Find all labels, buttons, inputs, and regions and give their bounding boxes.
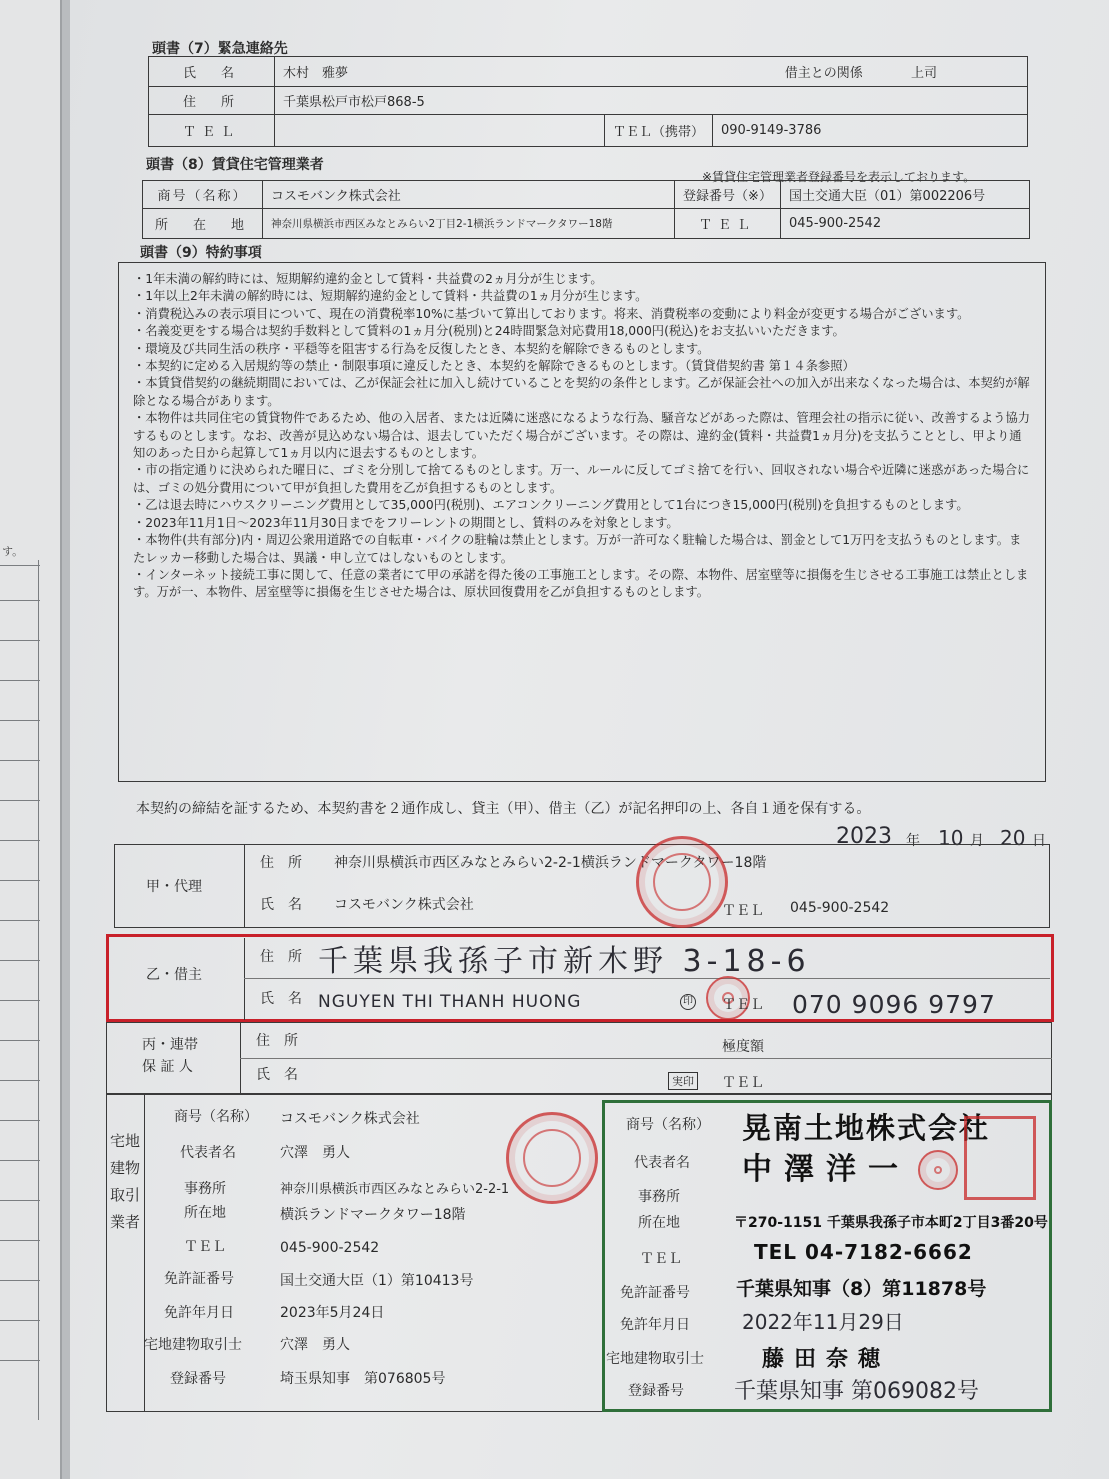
broker-right-label: 所在地	[638, 1215, 680, 1231]
kou-name: コスモバンク株式会社	[334, 897, 474, 913]
tel8-value: 045-900-2542	[781, 209, 1030, 239]
term-item: ・市の指定通りに決められた曜日に、ゴミを分別して捨てるものとします。万一、ルールに反してゴミ捨てを行い、回収されない場合や近隣に迷惑があった場合には、ゴミの処分費用について甲が負担した費用を乙が負担するものとします。	[133, 463, 1030, 495]
date-day-label: 日	[1032, 833, 1046, 849]
otsu-address: 千葉県我孫子市新木野 3-18-6	[318, 944, 811, 979]
date-day: 20	[1000, 826, 1026, 850]
company-label: 商号（名称）	[143, 181, 263, 209]
hei-limit-label: 極度額	[722, 1039, 764, 1055]
broker-right-label: 免許証番号	[620, 1285, 690, 1301]
date-month-label: 月	[970, 833, 984, 849]
kou-address-label: 住 所	[260, 855, 302, 871]
tel-label: ＴＥＬ	[149, 115, 275, 147]
section9-title: 頭書（9）特約事項	[140, 245, 262, 261]
broker-left-label: 所在地	[184, 1205, 226, 1221]
date-month: 10	[938, 826, 964, 850]
broker-right-rep-stamp	[918, 1150, 958, 1190]
broker-right-value: 中澤洋一	[742, 1152, 910, 1187]
special-terms-box	[118, 262, 1046, 782]
broker-right-label: 事務所	[638, 1189, 680, 1205]
relation-value: 上司	[910, 66, 937, 81]
broker-side-label: 宅地建物取引業者	[110, 1132, 141, 1231]
broker-right-value: TEL 04-7182-6662	[754, 1240, 973, 1264]
broker-left-value: 穴澤 勇人	[280, 1337, 350, 1353]
broker-left-value: 横浜ランドマークタワー18階	[280, 1207, 466, 1223]
conclusion-text: 本契約の締結を証するため、本契約書を２通作成し、貸主（甲）、借主（乙）が記名押印の上、各自１通を保有する。	[136, 801, 871, 817]
broker-right-label: 商号（名称）	[626, 1117, 710, 1133]
term-item: ・本契約に定める入居規約等の禁止・制限事項に違反したとき、本契約を解除できるものとします。（賃貸借契約書 第１４条参照）	[133, 359, 855, 374]
broker-left-value: 2023年5月24日	[280, 1305, 385, 1321]
broker-right-label: 代表者名	[634, 1155, 690, 1171]
broker-left-label: 登録番号	[170, 1371, 226, 1387]
kou-address: 神奈川県横浜市西区みなとみらい2-2-1横浜ランドマークタワー18階	[334, 855, 767, 871]
date-year: 2023	[836, 824, 892, 849]
date-year-label: 年	[906, 833, 920, 849]
reg-value: 国土交通大臣（01）第002206号	[781, 181, 1030, 209]
otsu-name: NGUYEN THI THANH HUONG	[318, 992, 582, 1012]
management-company-table	[142, 180, 1030, 239]
broker-right-label: ＴＥＬ	[640, 1251, 682, 1267]
term-item: ・2023年11月1日～2023年11月30日までをフリーレントの期間とし、賃料のみを対象とします。	[133, 515, 679, 530]
hei-address-label: 住 所	[256, 1033, 298, 1049]
term-item: ・1年未満の解約時には、短期解約違約金として賃料・共益費の2ヵ月分が生じます。	[133, 272, 603, 286]
otsu-address-label: 住 所	[260, 949, 302, 965]
broker-right-label: 登録番号	[628, 1383, 684, 1399]
otsu-name-label: 氏 名	[260, 991, 302, 1007]
broker-right-value: 千葉県知事 第069082号	[734, 1379, 979, 1404]
broker-left-seal-stamp	[506, 1112, 598, 1204]
broker-left-value: 埼玉県知事 第076805号	[280, 1371, 446, 1387]
mobile-label: ＴＥＬ（携帯）	[605, 115, 713, 147]
broker-right-value: 晃南土地株式会社	[742, 1111, 991, 1145]
party-hei-label2: 保 証 人	[142, 1059, 193, 1075]
broker-right-value: 千葉県知事（8）第11878号	[736, 1278, 987, 1300]
broker-left-value: 穴澤 勇人	[280, 1145, 350, 1161]
broker-left-value: コスモバンク株式会社	[280, 1111, 420, 1127]
location-label: 所 在 地	[143, 209, 263, 239]
broker-left-label: 商号（名称）	[174, 1109, 258, 1125]
term-item: ・環境及び共同生活の秩序・平穏等を阻害する行為を反復したとき、本契約を解除できるものとします。	[133, 341, 710, 356]
hei-seal-label: 実印	[668, 1072, 698, 1090]
broker-left-value: 神奈川県横浜市西区みなとみらい2-2-1	[280, 1182, 510, 1197]
tel8-label: ＴＥＬ	[675, 209, 781, 239]
broker-left-label: 宅地建物取引士	[144, 1337, 242, 1353]
broker-right-value: 2022年11月29日	[742, 1310, 904, 1334]
mobile-value: 090-9149-3786	[713, 115, 1028, 147]
broker-right-value: 〒270-1151 千葉県我孫子市本町2丁目3番20号	[734, 1215, 1048, 1231]
term-item: ・本物件は共同住宅の賃貸物件であるため、他の入居者、または近隣に迷惑になるような行為、騒音などがあった際は、管理会社の指示に従い、改善するよう協力するものとします。なお、改善が見込めない場合は、退去していただく場合がございます。その際は、違約金(賃料・共益費1ヵ月分)を支払うこととし、甲より通知のあった日から起算して1ヵ月以内に退去するものとします。	[133, 411, 1031, 461]
broker-left-label: 免許年月日	[164, 1305, 234, 1321]
name-label: 氏 名	[149, 57, 275, 87]
term-item: ・本賃貸借契約の継続期間においては、乙が保証会社に加入し続けていることを契約の条件とします。乙が保証会社への加入が出来なくなった場合は、本契約が解除となる場合があります。	[133, 376, 1030, 408]
term-item: ・本物件(共有部分)内・周辺公衆用道路での自転車・バイクの駐輪は禁止とします。万が一許可なく駐輪した場合は、罰金として1万円を支払うものとします。またレッカー移動した場合は、異議・申し立てはしないものとします。	[133, 533, 1022, 565]
contract-page	[70, 0, 1109, 1479]
broker-right-label: 免許年月日	[620, 1317, 690, 1333]
hei-name-label: 氏 名	[256, 1067, 298, 1083]
party-hei-label1: 丙・連帯	[142, 1037, 198, 1053]
term-item: ・乙は退去時にハウスクリーニング費用として35,000円(税別)、エアコンクリーニング費用として1台につき15,000円(税別)を負担するものとします。	[133, 498, 969, 513]
kou-name-label: 氏 名	[260, 897, 302, 913]
broker-right-value: 藤田奈穂	[762, 1347, 891, 1372]
party-kou-label: 甲・代理	[146, 879, 202, 895]
kou-tel-label: ＴＥＬ	[722, 903, 764, 919]
term-item: ・消費税込みの表示項目について、現在の消費税率10%に基づいて算出しております。将来、消費税率の変動により料金が変更する場合がございます。	[133, 306, 970, 321]
party-otsu-label: 乙・借主	[146, 967, 202, 983]
relation-label: 借主との関係	[784, 66, 863, 81]
broker-left-value: 045-900-2542	[280, 1240, 380, 1256]
broker-left-value: 国土交通大臣（1）第10413号	[280, 1273, 474, 1289]
broker-right-seal-stamp	[964, 1116, 1036, 1200]
section8-note: ※賃貸住宅管理業者登録番号を表示しております。	[702, 170, 976, 184]
adjacent-page-fragment: す。	[2, 545, 24, 558]
address-label: 住 所	[149, 87, 275, 115]
broker-left-label: 代表者名	[180, 1145, 236, 1161]
broker-left-label: 免許証番号	[164, 1271, 234, 1287]
otsu-seal-mark: 印	[680, 994, 696, 1010]
section8-title: 頭書（8）賃貸住宅管理業者	[146, 157, 324, 173]
reg-label: 登録番号（※）	[675, 181, 781, 209]
term-item: ・名義変更をする場合は契約手数料として賃料の1ヵ月分(税別)と24時間緊急対応費用18,000円(税込)をお支払いいただきます。	[133, 324, 845, 339]
tel-value	[275, 115, 605, 147]
contact-name: 木村 雅夢	[275, 57, 605, 87]
company-name: コスモバンク株式会社	[263, 181, 675, 209]
adjacent-page	[0, 0, 62, 1479]
otsu-tel: 070 9096 9797	[792, 990, 996, 1019]
broker-right-label: 宅地建物取引士	[606, 1351, 704, 1367]
contact-address: 千葉県松戸市松戸868-5	[275, 87, 1028, 115]
kou-tel: 045-900-2542	[790, 900, 890, 916]
emergency-contact-table	[148, 56, 1028, 147]
location-value: 神奈川県横浜市西区みなとみらい2丁目2-1横浜ランドマークタワー18階	[263, 209, 675, 239]
term-item: ・インターネット接続工事に関して、任意の業者にて甲の承諾を得た後の工事施工とします。その際、本物件、居室壁等に損傷を生じさせる工事施工は禁止とします。万が一、本物件、居室壁等に損傷を生じさせた場合は、原状回復費用を乙が負担するものとします。	[133, 567, 1029, 600]
broker-left-label: ＴＥＬ	[184, 1239, 226, 1255]
term-item: ・1年以上2年未満の解約時には、短期解約違約金として賃料・共益費の1ヵ月分が生じます。	[133, 289, 648, 304]
section7-title: 頭書（7）緊急連絡先	[152, 41, 288, 57]
company-seal-stamp	[636, 836, 728, 928]
hei-tel-label: ＴＥＬ	[722, 1075, 764, 1091]
broker-left-label: 事務所	[184, 1181, 226, 1197]
otsu-tel-label: ＴＥＬ	[722, 997, 764, 1013]
